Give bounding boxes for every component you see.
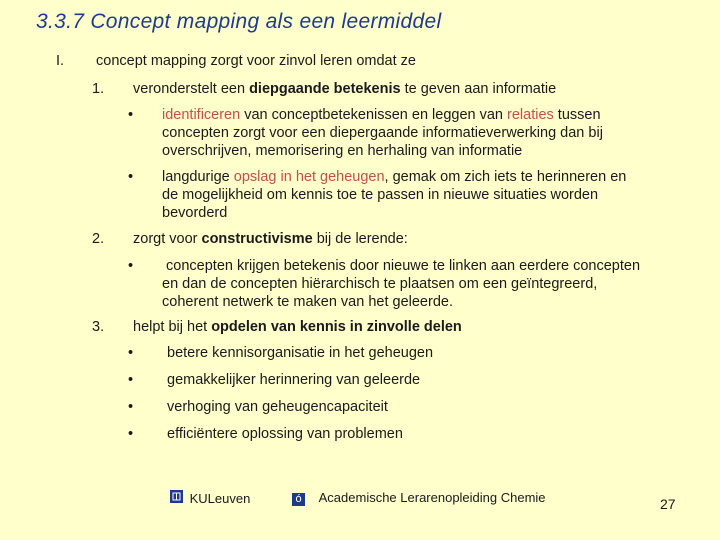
intro-marker: I. — [56, 53, 65, 69]
point-1-text — [133, 80, 556, 98]
point-2-text-part: zorgt voor — [133, 231, 202, 247]
bullet-line: concepten zorgt voor een diepergaande informatieverwerking dan bij — [162, 125, 603, 141]
bullet-text-part: van conceptbetekenissen en leggen van — [240, 107, 508, 123]
bullet-line: concepten krijgen betekenis door nieuwe te linken aan eerdere concepten — [162, 258, 641, 274]
bullet-1-1 — [162, 106, 603, 160]
kuleuven-logo-icon — [170, 490, 183, 503]
bullet-3-3: verhoging van geheugencapaciteit — [167, 399, 388, 415]
bullet-line: en dan de concepten hiërarchisch te plaatsen om een geïntegreerd, — [162, 276, 598, 292]
page-number: 27 — [660, 496, 676, 512]
footer-kuleuven-text: KULeuven — [189, 491, 251, 506]
point-3-marker: 3. — [92, 319, 105, 335]
point-1-emphasis: diepgaande betekenis — [249, 81, 401, 97]
bullet-marker: • — [128, 345, 134, 361]
point-3-emphasis: opdelen van kennis in zinvolle delen — [211, 319, 462, 335]
point-3-text — [133, 318, 462, 336]
alo-logo-icon: ó — [292, 493, 305, 506]
footer-alo — [292, 490, 546, 506]
intro-text: concept mapping zorgt voor zinvol leren omdat ze — [96, 53, 416, 69]
bullet-line: bevorderd — [162, 205, 228, 221]
bullet-line: de mogelijkheid om kennis toe te passen in nieuwe situaties worden — [162, 187, 599, 203]
point-1-text-part: veronderstelt een — [133, 81, 250, 97]
bullet-text-part: , gemak om zich iets te herinneren en — [384, 169, 627, 185]
point-2-marker: 2. — [92, 231, 105, 247]
point-2-emphasis: constructivisme — [201, 231, 313, 247]
bullet-marker: • — [128, 107, 134, 123]
point-3-text-part: helpt bij het — [133, 319, 212, 335]
point-1-text-part: te geven aan informatie — [400, 81, 557, 97]
bullet-2-1 — [162, 257, 640, 311]
footer-kuleuven — [170, 490, 250, 506]
point-2-text-part: bij de lerende: — [312, 231, 408, 247]
highlight-opslag: opslag in het geheugen — [233, 169, 385, 185]
bullet-marker: • — [128, 169, 134, 185]
footer-alo-text: Academische Lerarenopleiding Chemie — [318, 490, 546, 505]
bullet-line: coherent netwerk te maken van het geleerde. — [162, 294, 453, 310]
bullet-1-2 — [162, 168, 626, 222]
bullet-line: overschrijven, memorisering en herhaling van informatie — [162, 143, 523, 159]
bullet-text-part: langdurige — [162, 169, 234, 185]
point-2-text — [133, 230, 408, 248]
page-title: 3.3.7 Concept mapping als een leermiddel — [36, 10, 442, 33]
bullet-3-2: gemakkelijker herinnering van geleerde — [167, 372, 421, 388]
highlight-identificeren: identificeren — [162, 107, 241, 123]
bullet-text-part: tussen — [553, 107, 601, 123]
bullet-marker: • — [128, 426, 134, 442]
bullet-3-1: betere kennisorganisatie in het geheugen — [167, 345, 434, 361]
bullet-3-4: efficiëntere oplossing van problemen — [167, 426, 403, 442]
bullet-marker: • — [128, 399, 134, 415]
bullet-marker: • — [128, 258, 134, 274]
highlight-relaties: relaties — [507, 107, 554, 123]
point-1-marker: 1. — [92, 81, 105, 97]
bullet-marker: • — [128, 372, 134, 388]
